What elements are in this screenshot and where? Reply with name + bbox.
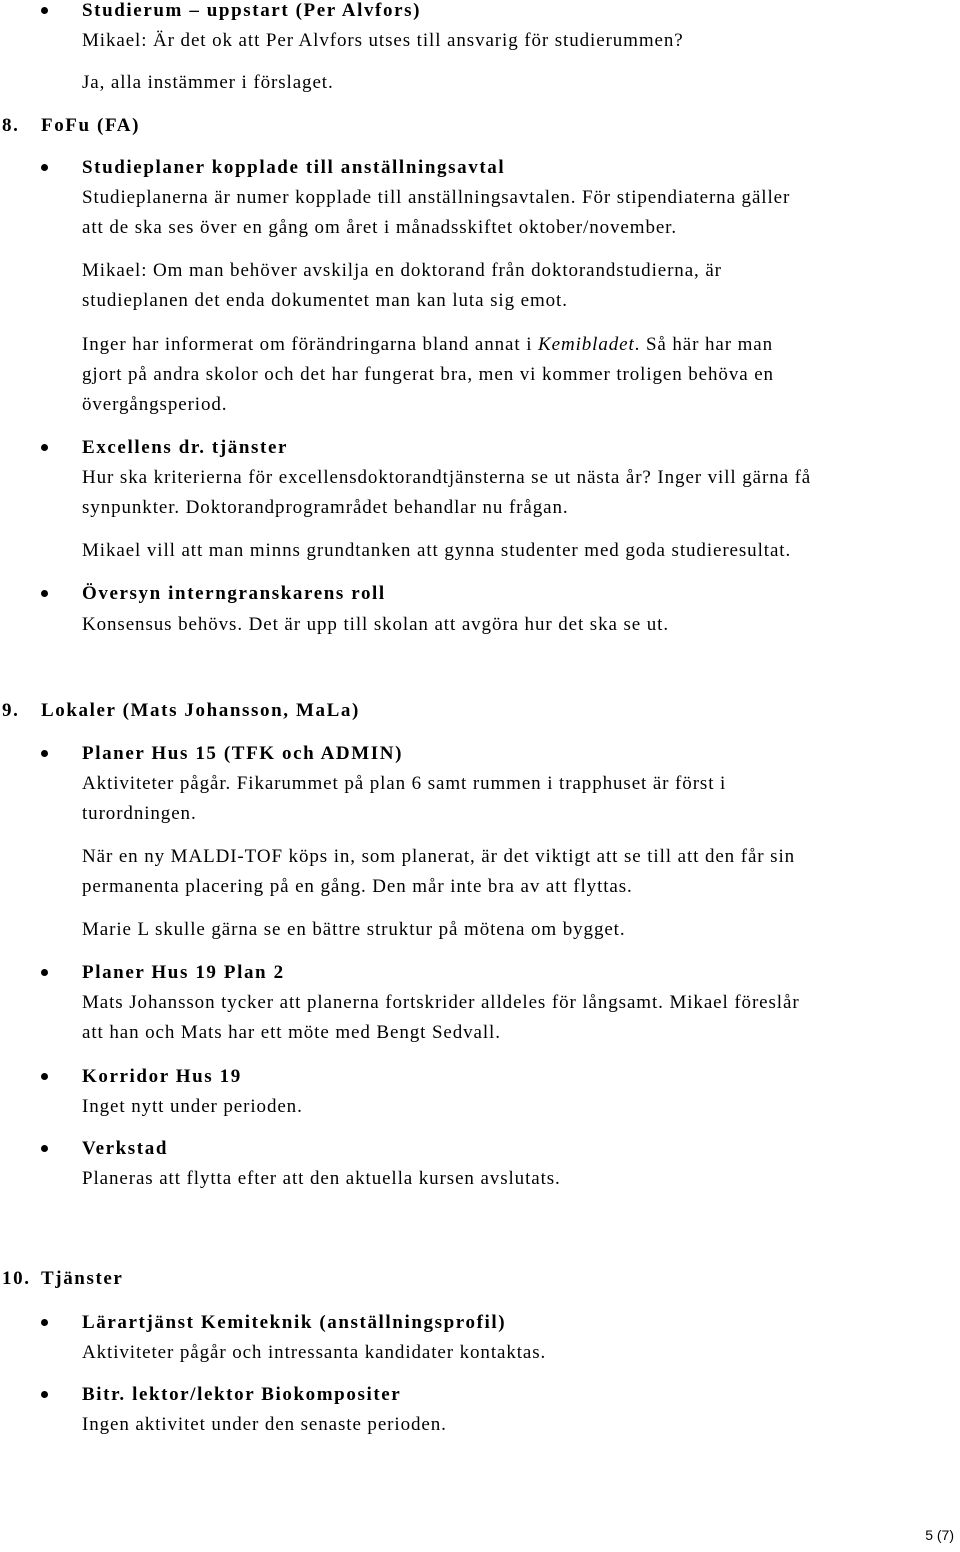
section-heading-tjanster: Tjänster: [41, 1268, 124, 1289]
item-title-lararjanst: Lärartjänst Kemiteknik (anställningsprofil): [82, 1312, 507, 1333]
item-text: synpunkter. Doktorandprogramrådet behandlar nu frågan.: [82, 497, 569, 518]
item-text: Aktiviteter pågår och intressanta kandidater kontaktas.: [82, 1342, 547, 1363]
section-number: 10.: [2, 1268, 31, 1289]
item-title-korridor: Korridor Hus 19: [82, 1066, 242, 1087]
item-text: att han och Mats har ett möte med Bengt Sedvall.: [82, 1022, 501, 1043]
bullet-icon: [41, 750, 48, 757]
item-text: turordningen.: [82, 803, 197, 824]
item-title-studieplaner: Studieplaner kopplade till anställningsavtal: [82, 157, 506, 178]
page-number: 5 (7): [925, 1527, 954, 1543]
bullet-icon: [41, 164, 48, 171]
item-title-planer19: Planer Hus 19 Plan 2: [82, 962, 285, 983]
item-text: studieplanen det enda dokumentet man kan luta sig emot.: [82, 290, 568, 311]
item-text: Inget nytt under perioden.: [82, 1096, 303, 1117]
item-text: gjort på andra skolor och det har fungerat bra, men vi kommer troligen behöva en: [82, 364, 774, 385]
bullet-icon: [41, 7, 48, 14]
item-text-with-italic: [82, 330, 773, 360]
item-text: Mats Johansson tycker att planerna fortskrider alldeles för långsamt. Mikael föreslår: [82, 992, 800, 1013]
item-text: Planeras att flytta efter att den aktuella kursen avslutats.: [82, 1168, 561, 1189]
item-title-lektor: Bitr. lektor/lektor Biokompositer: [82, 1384, 402, 1405]
item-text: Mikael: Om man behöver avskilja en doktorand från doktorandstudierna, är: [82, 260, 722, 281]
item-text: Konsensus behövs. Det är upp till skolan att avgöra hur det ska se ut.: [82, 614, 669, 635]
item-title-excellens: Excellens dr. tjänster: [82, 437, 289, 458]
item-text: permanenta placering på en gång. Den mår inte bra av att flyttas.: [82, 876, 633, 897]
item-text: Inger har informerat om förändringarna bland annat i: [82, 334, 539, 355]
item-text: övergångsperiod.: [82, 394, 228, 415]
bullet-icon: [41, 1145, 48, 1152]
bullet-icon: [41, 1319, 48, 1326]
bullet-icon: [41, 1073, 48, 1080]
bullet-icon: [41, 969, 48, 976]
section-number: 9.: [2, 700, 20, 721]
item-text: Mikael vill att man minns grundtanken att gynna studenter med goda studieresultat.: [82, 540, 792, 561]
item-text: . Så här har man: [634, 334, 774, 355]
bullet-icon: [41, 444, 48, 451]
item-title-verkstad: Verkstad: [82, 1138, 168, 1159]
item-text: Ingen aktivitet under den senaste perioden.: [82, 1414, 447, 1435]
section-heading-lokaler: Lokaler (Mats Johansson, MaLa): [41, 700, 360, 721]
item-text: Marie L skulle gärna se en bättre struktur på mötena om bygget.: [82, 919, 626, 940]
item-title-studierum: Studierum – uppstart (Per Alvfors): [82, 0, 422, 21]
item-text: Mikael: Är det ok att Per Alvfors utses till ansvarig för studierummen?: [82, 30, 684, 51]
item-text: Ja, alla instämmer i förslaget.: [82, 72, 334, 93]
item-title-oversyn: Översyn interngranskarens roll: [82, 583, 386, 604]
item-text: Studieplanerna är numer kopplade till anställningsavtalen. För stipendiaterna gäller: [82, 187, 791, 208]
section-heading-fofu: FoFu (FA): [41, 115, 141, 136]
bullet-icon: [41, 1391, 48, 1398]
item-text: att de ska ses över en gång om året i månadsskiftet oktober/november.: [82, 217, 677, 238]
item-text: Hur ska kriterierna för excellensdoktorandtjänsterna se ut nästa år? Inger vill gärna få: [82, 467, 812, 488]
section-number: 8.: [2, 115, 20, 136]
bullet-icon: [41, 590, 48, 597]
publication-name: Kemibladet: [538, 334, 635, 355]
item-text: När en ny MALDI-TOF köps in, som planerat, är det viktigt att se till att den får sin: [82, 846, 796, 867]
item-title-planer15: Planer Hus 15 (TFK och ADMIN): [82, 743, 404, 764]
item-text: Aktiviteter pågår. Fikarummet på plan 6 samt rummen i trapphuset är först i: [82, 773, 727, 794]
